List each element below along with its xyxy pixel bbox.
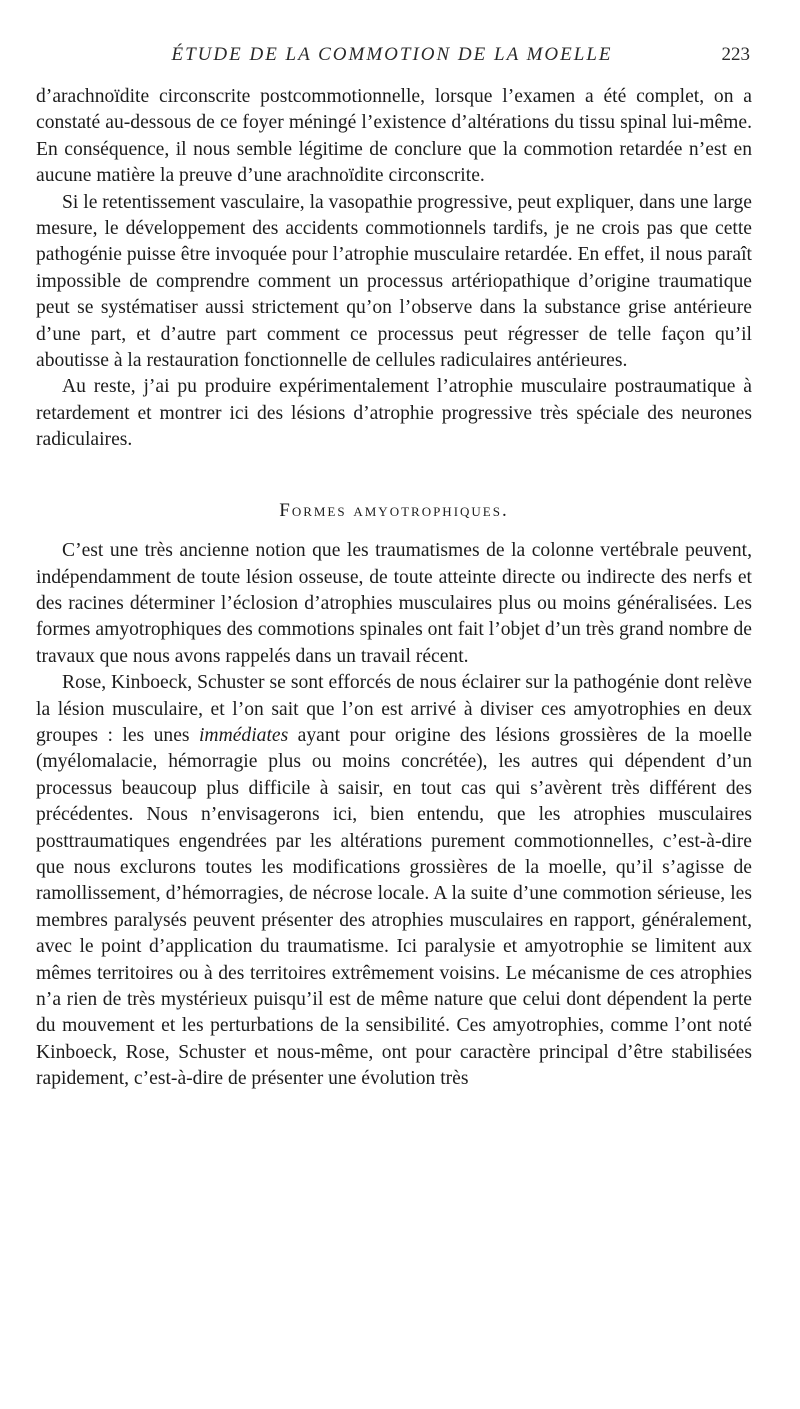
page-header [34,44,750,74]
body-text [36,84,752,1093]
running-title: ÉTUDE DE LA COMMOTION DE LA MOELLE [171,44,613,65]
emphasized-term: immédiates [198,724,289,746]
paragraph-text: ayant pour origine des lésions grossières de la moelle (myélomalacie, hémorragie plus ou moins concrétée), les autres qui dépendent d’un processus beaucoup plus difficile à saisir, en tout cas qui s’avèrent très différent des précédentes. Nous n’envisagerons ici, bien entendu, que les atrophies musculaires posttraumatiques engendrées par les altérations purement commotionnelles, c’est-à-dire que nous exclurons toutes les modifications grossières de la moelle, qu’il s’agisse de ramollissement, d’hémorragies, de nécrose locale. A la suite d’une commotion sérieuse, les membres paralysés peuvent présenter des atrophies musculaires en rapport, généralement, avec le point d’application du traumatisme. Ici paralysie et amyotrophie se limitent aux mêmes territoires ou à des territoires extrêmement voisins. Le mécanisme de ces atrophies n’a rien de très mystérieux puisqu’il est de même nature que celui dont dépendent la perte du mouvement et les perturbations de la sensibilité. Ces amyotrophies, comme l’ont noté Kinboeck, Rose, Schuster et nous-même, ont pour caractère principal d’être stabilisées rapidement, c’est-à-dire de présenter une évolution très [36,724,752,1090]
paragraph: Au reste, j’ai pu produire expérimentalement l’atrophie musculaire postraumatique à retardement et montrer ici des lésions d’atrophie progressive très spéciale des neurones radiculaires. [36,376,752,451]
page-number: 223 [721,44,750,65]
section-heading: Formes amyotrophiques. [279,499,509,521]
paragraph: Si le retentissement vasculaire, la vasopathie progressive, peut expliquer, dans une large mesure, le développement des accidents commotionnels tardifs, je ne crois pas que cette pathogénie puisse être invoquée pour l’atrophie musculaire retardée. En effet, il nous paraît impossible de comprendre comment un processus artériopathique d’origine traumatique peut se systématiser aussi strictement qu’on l’observe dans la substance grise antérieure d’une part, et d’autre part comment ce processus peut régresser de telle façon qu’il aboutisse à la restauration fonctionnelle de cellules radiculaires antérieures. [36,191,752,372]
paragraph-text: Rose, Kinboeck, Schuster se sont efforcés de nous éclairer sur la pathogénie dont relève la lésion musculaire, et l’on sait que l’on est arrivé à diviser ces amyotrophies en deux groupes : les unes [36,672,752,746]
paragraph: C’est une très ancienne notion que les traumatismes de la colonne vertébrale peuvent, indépendamment de toute lésion osseuse, de toute atteinte directe ou indirecte des nerfs et des racines déterminer l’éclosion d’atrophies musculaires plus ou moins généralisées. Les formes amyotrophiques des commotions spinales ont fait l’objet d’un très grand nombre de travaux que nous avons rappelés dans un travail récent. [36,540,752,667]
paragraph: d’arachnoïdite circonscrite postcommotionnelle, lorsque l’examen a été complet, on a constaté au-dessous de ce foyer méningé l’existence d’altérations du tissu spinal lui-même. En conséquence, il nous semble légitime de conclure que la commotion retardée n’est en aucune matière la preuve d’une arachnoïdite circonscrite. [36,86,752,187]
paragraph [36,670,752,1093]
